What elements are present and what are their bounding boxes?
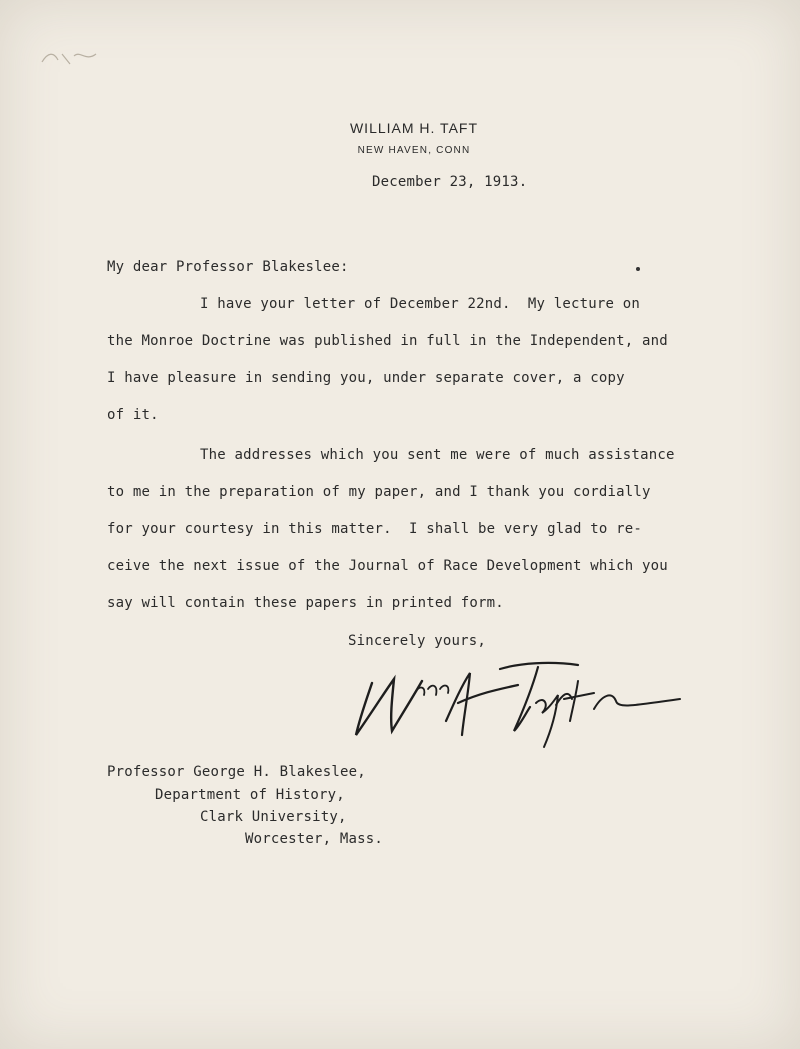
body-line-7: for your courtesy in this matter. I shall be very glad to re- — [107, 521, 642, 537]
body-line-6: to me in the preparation of my paper, and I thank you cordially — [107, 484, 651, 500]
body-line-8: ceive the next issue of the Journal of Race Development which you — [107, 558, 668, 574]
body-line-1: I have your letter of December 22nd. My lecture on — [200, 296, 641, 312]
body-line-2: the Monroe Doctrine was published in full in the Independent, and — [107, 333, 668, 349]
body-line-4: of it. — [107, 407, 159, 423]
handwritten-signature — [350, 655, 690, 750]
letterhead-place: NEW HAVEN, CONN — [357, 145, 471, 156]
letterhead-name: WILLIAM H. TAFT — [349, 120, 479, 136]
recipient-city: Worcester, Mass. — [245, 831, 384, 847]
body-line-3: I have pleasure in sending you, under separate cover, a copy — [107, 370, 625, 386]
letter-date: December 23, 1913. — [372, 174, 528, 190]
ink-dot — [636, 267, 640, 271]
recipient-name: Professor George H. Blakeslee, — [107, 764, 366, 780]
salutation: My dear Professor Blakeslee: — [107, 259, 349, 275]
recipient-institution: Clark University, — [200, 809, 347, 825]
body-line-9: say will contain these papers in printed form. — [107, 595, 504, 611]
body-line-5: The addresses which you sent me were of much assistance — [200, 447, 675, 463]
pencil-annotation-mark — [40, 46, 100, 68]
recipient-department: Department of History, — [155, 787, 345, 803]
closing: Sincerely yours, — [348, 633, 487, 649]
